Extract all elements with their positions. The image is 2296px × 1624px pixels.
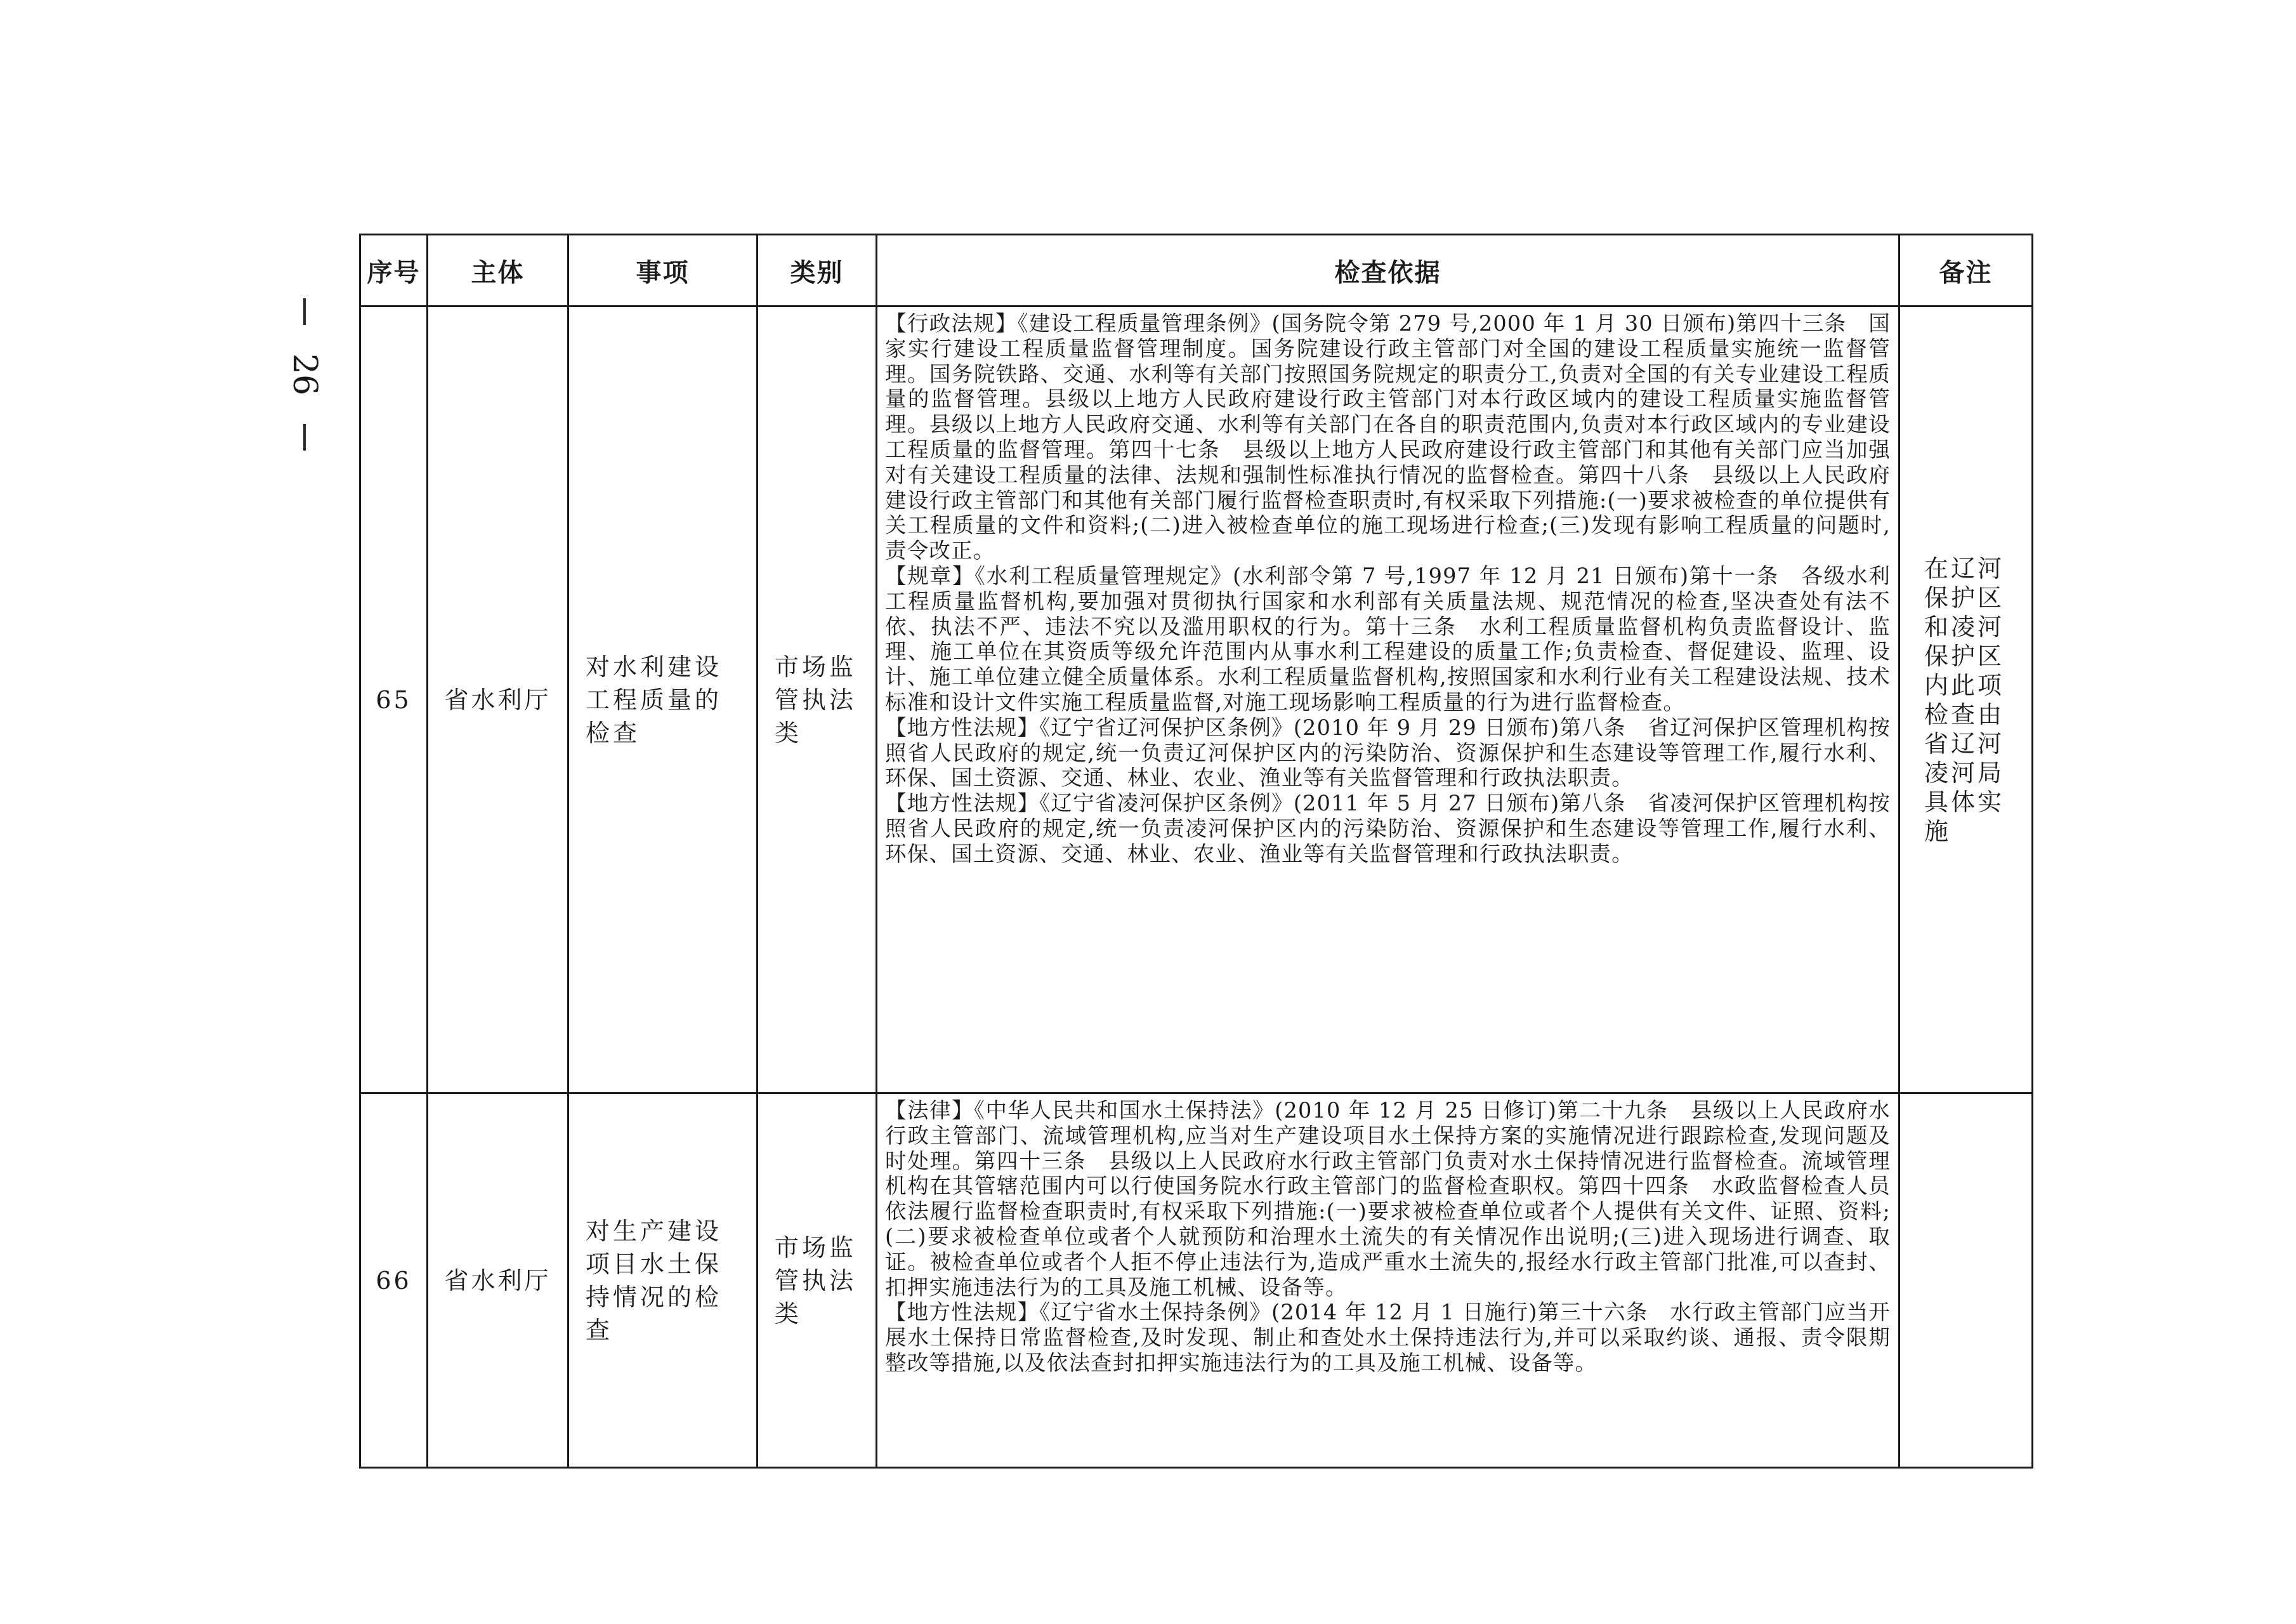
basis-paragraph: 【地方性法规】《辽宁省水土保持条例》(2014 年 12 月 1 日施行)第三十六条 水行政主管部门应当开展水土保持日常监督检查,及时发现、制止和查处水土保持违法行为,并可以采取约谈、通报、责令限期整改等措施,以及依法查封扣押实施违法行为的工具及施工机械、设备等。: [885, 1300, 1891, 1375]
header-seq: 序号: [360, 235, 428, 307]
row-basis: [877, 1093, 1899, 1468]
row-item: 对生产建设项目水土保持情况的检查: [568, 1093, 758, 1468]
row-remark: [1899, 1093, 2033, 1468]
inspection-table: [359, 234, 2033, 1469]
row-subject: 省水利厅: [428, 307, 568, 1093]
page-number-dash-top: [303, 298, 306, 325]
basis-paragraph: 【法律】《中华人民共和国水土保持法》(2010 年 12 月 25 日修订)第二十九条 县级以上人民政府水行政主管部门、流域管理机构,应当对生产建设项目水土保持方案的实施情况进行跟踪检查,发现问题及时处理。第四十三条 县级以上人民政府水行政主管部门负责对水土保持情况进行监督检查。流域管理机构在其管辖范围内可以行使国务院水行政主管部门的监督检查职权。第四十四条 水政监督检查人员依法履行监督检查职责时,有权采取下列措施:(一)要求被检查单位或者个人提供有关文件、证照、资料;(二)要求被检查单位或者个人就预防和治理水土流失的有关情况作出说明;(三)进入现场进行调查、取证。被检查单位或者个人拒不停止违法行为,造成严重水土流失的,报经水行政主管部门批准,可以查封、扣押实施违法行为的工具及施工机械、设备等。: [885, 1098, 1891, 1300]
table-row: [360, 1093, 2033, 1468]
page-number-text: 26: [285, 353, 324, 396]
row-category: 市场监管执法类: [758, 307, 877, 1093]
row-subject: 省水利厅: [428, 1093, 568, 1468]
row-remark: 在辽河保护区和凌河保护区内此项检查由省辽河凌河局具体实施: [1899, 307, 2033, 1093]
header-basis: 检查依据: [877, 235, 1899, 307]
page-number: [279, 298, 330, 451]
table-row: [360, 307, 2033, 1093]
header-item: 事项: [568, 235, 758, 307]
basis-paragraph: 【地方性法规】《辽宁省凌河保护区条例》(2011 年 5 月 27 日颁布)第八条 省凌河保护区管理机构按照省人民政府的规定,统一负责凌河保护区内的污染防治、资源保护和生态建设等管理工作,履行水利、环保、国土资源、交通、林业、农业、渔业等有关监督管理和行政执法职责。: [885, 791, 1891, 866]
row-item: 对水利建设工程质量的检查: [568, 307, 758, 1093]
table-header-row: [360, 235, 2033, 307]
basis-paragraph: 【地方性法规】《辽宁省辽河保护区条例》(2010 年 9 月 29 日颁布)第八条 省辽河保护区管理机构按照省人民政府的规定,统一负责辽河保护区内的污染防治、资源保护和生态建设等管理工作,履行水利、环保、国土资源、交通、林业、农业、渔业等有关监督管理和行政执法职责。: [885, 715, 1891, 791]
header-category: 类别: [758, 235, 877, 307]
row-basis: [877, 307, 1899, 1093]
row-seq: 65: [360, 307, 428, 1093]
row-seq: 66: [360, 1093, 428, 1468]
row-category: 市场监管执法类: [758, 1093, 877, 1468]
basis-paragraph: 【行政法规】《建设工程质量管理条例》(国务院令第 279 号,2000 年 1 月 30 日颁布)第四十三条 国家实行建设工程质量监督管理制度。国务院建设行政主管部门对全国的建设工程质量实施统一监督管理。国务院铁路、交通、水利等有关部门按照国务院规定的职责分工,负责对全国的有关专业建设工程质量的监督管理。县级以上地方人民政府建设行政主管部门对本行政区域内的建设工程质量实施监督管理。县级以上地方人民政府交通、水利等有关部门在各自的职责范围内,负责对本行政区域内的专业建设工程质量的监督管理。第四十七条 县级以上地方人民政府建设行政主管部门和其他有关部门应当加强对有关建设工程质量的法律、法规和强制性标准执行情况的监督检查。第四十八条 县级以上人民政府建设行政主管部门和其他有关部门履行监督检查职责时,有权采取下列措施:(一)要求被检查的单位提供有关工程质量的文件和资料;(二)进入被检查单位的施工现场进行检查;(三)发现有影响工程质量的问题时,责令改正。: [885, 311, 1891, 564]
basis-paragraph: 【规章】《水利工程质量管理规定》(水利部令第 7 号,1997 年 12 月 21 日颁布)第十一条 各级水利工程质量监督机构,要加强对贯彻执行国家和水利部有关质量法规、规范情况的检查,坚决查处有法不依、执法不严、违法不究以及滥用职权的行为。第十三条 水利工程质量监督机构负责监督设计、监理、施工单位在其资质等级允许范围内从事水利工程建设的质量工作;负责检查、督促建设、监理、设计、施工单位建立健全质量体系。水利工程质量监督机构,按照国家和水利行业有关工程建设法规、技术标准和设计文件实施工程质量监督,对施工现场影响工程质量的行为进行监督检查。: [885, 563, 1891, 715]
header-subject: 主体: [428, 235, 568, 307]
header-remark: 备注: [1899, 235, 2033, 307]
page-number-dash-bottom: [303, 424, 306, 451]
